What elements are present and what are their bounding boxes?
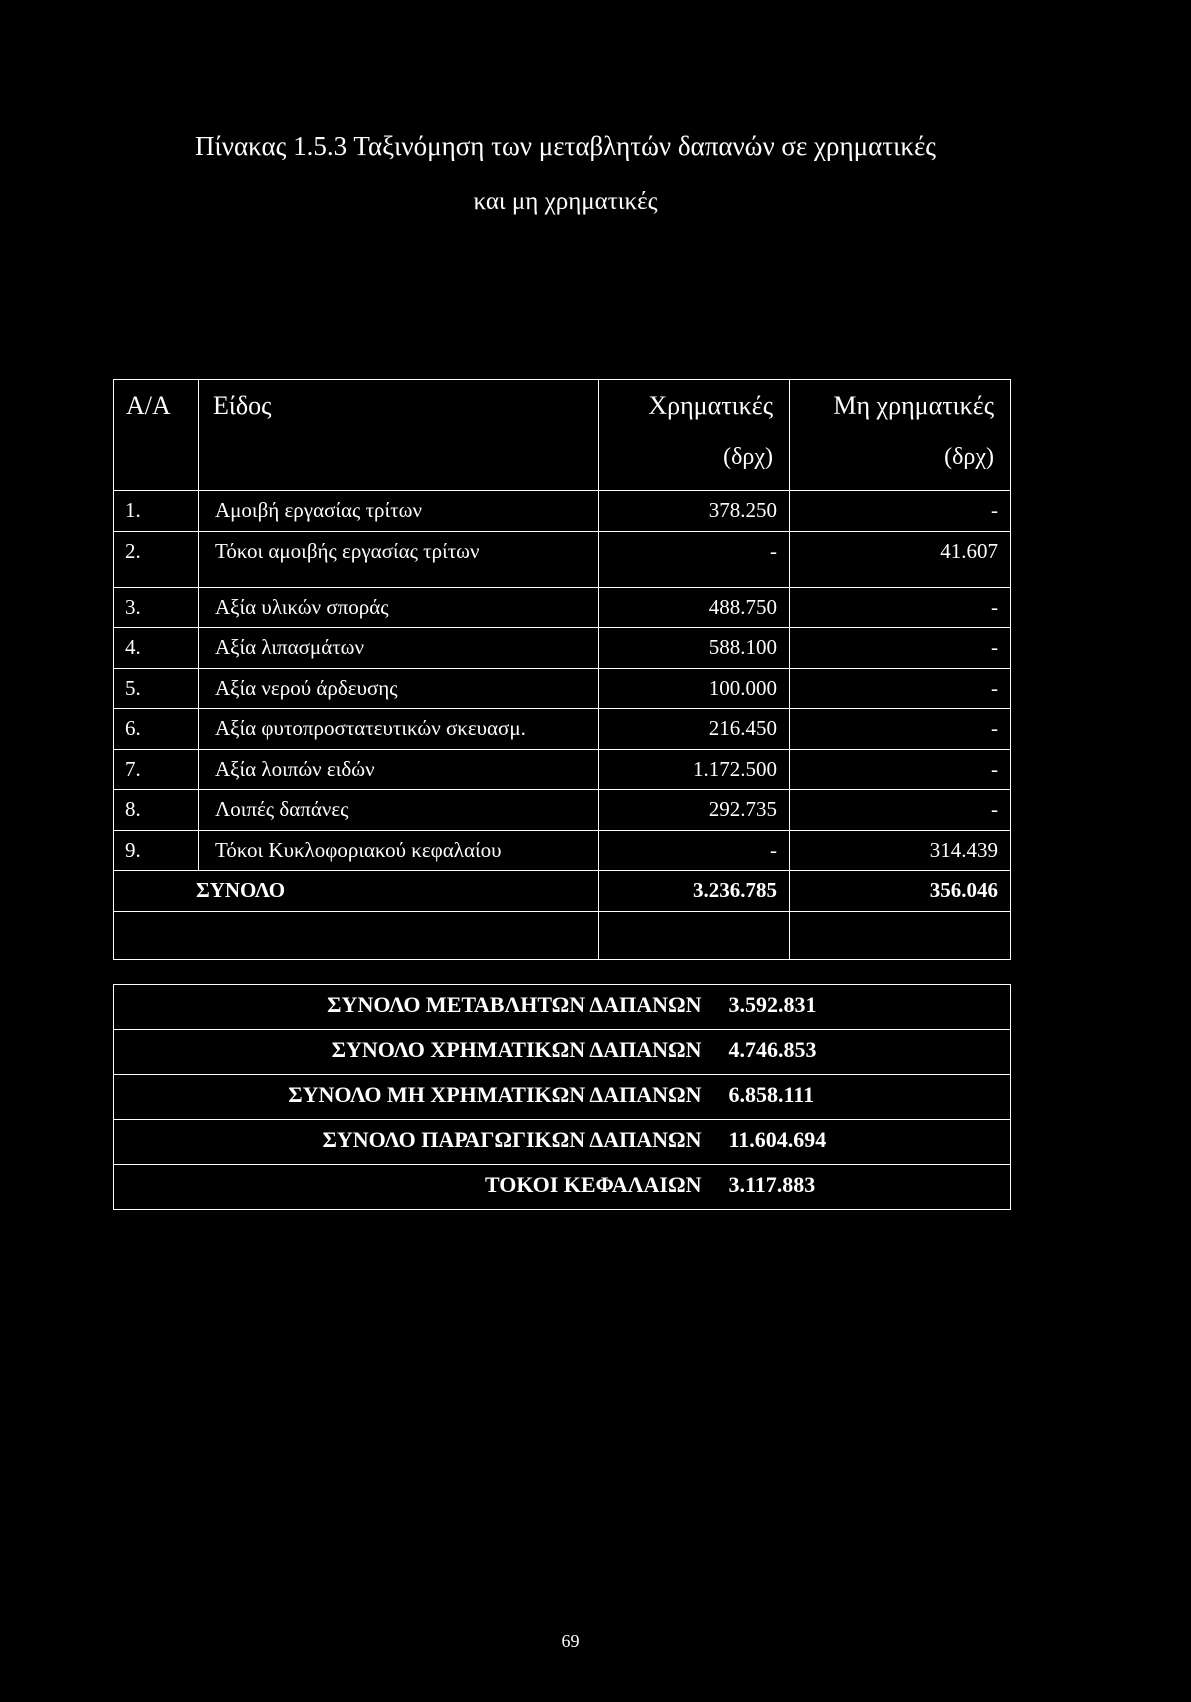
table-row: [114, 790, 1011, 831]
summary-row: [114, 1120, 1011, 1165]
total-nonmonetary: 356.046: [790, 871, 1011, 912]
row-kind: Αξία νερού άρδευσης: [199, 668, 599, 709]
summary-label: ΤΟΚΟΙ ΚΕΦΑΛΑΙΩΝ: [114, 1165, 724, 1210]
table-row: [114, 587, 1011, 628]
table-blank-row: [114, 911, 1011, 959]
row-nonmonetary: -: [790, 668, 1011, 709]
summary-label: ΣΥΝΟΛΟ ΜΗ ΧΡΗΜΑΤΙΚΩΝ ΔΑΠΑΝΩΝ: [114, 1075, 724, 1120]
header-nonmonetary: [790, 380, 1011, 491]
row-kind: Λοιπές δαπάνες: [199, 790, 599, 831]
summary-row: [114, 1165, 1011, 1210]
row-nonmonetary: -: [790, 709, 1011, 750]
row-kind: Αμοιβή εργασίας τρίτων: [199, 491, 599, 532]
total-monetary: 3.236.785: [599, 871, 790, 912]
header-nonmonetary-unit: (δρχ): [944, 444, 994, 470]
row-monetary: 216.450: [599, 709, 790, 750]
header-kind: Είδος: [199, 380, 599, 491]
summary-label: ΣΥΝΟΛΟ ΠΑΡΑΓΩΓΙΚΩΝ ΔΑΠΑΝΩΝ: [114, 1120, 724, 1165]
row-nonmonetary: -: [790, 587, 1011, 628]
row-kind: Τόκοι αμοιβής εργασίας τρίτων: [199, 531, 599, 587]
row-monetary: 488.750: [599, 587, 790, 628]
blank-cell: [790, 911, 1011, 959]
table-row: [114, 531, 1011, 587]
row-nonmonetary: -: [790, 749, 1011, 790]
blank-cell: [599, 911, 790, 959]
table-row: [114, 830, 1011, 871]
table-header-row: [114, 380, 1011, 491]
summary-label: ΣΥΝΟΛΟ ΜΕΤΑΒΛΗΤΩΝ ΔΑΠΑΝΩΝ: [114, 985, 724, 1030]
summary-value: 3.592.831: [724, 985, 1011, 1030]
row-monetary: -: [599, 830, 790, 871]
row-index: 5.: [114, 668, 199, 709]
row-monetary: 100.000: [599, 668, 790, 709]
row-nonmonetary: -: [790, 790, 1011, 831]
table-title: Πίνακας 1.5.3 Ταξινόμηση των μεταβλητών δαπανών σε χρηματικές: [195, 131, 936, 161]
row-monetary: 1.172.500: [599, 749, 790, 790]
row-monetary: 378.250: [599, 491, 790, 532]
table-total-row: [114, 871, 1011, 912]
row-nonmonetary: 41.607: [790, 531, 1011, 587]
total-label: ΣΥΝΟΛΟ: [114, 871, 599, 912]
table-row: [114, 749, 1011, 790]
table-row: [114, 668, 1011, 709]
row-index: 7.: [114, 749, 199, 790]
table-row: [114, 709, 1011, 750]
summary-value: 6.858.111: [724, 1075, 1011, 1120]
row-monetary: 588.100: [599, 628, 790, 669]
row-nonmonetary: 314.439: [790, 830, 1011, 871]
header-nonmonetary-label: Μη χρηματικές: [833, 391, 994, 420]
row-kind: Τόκοι Κυκλοφοριακού κεφαλαίου: [199, 830, 599, 871]
row-kind: Αξία λιπασμάτων: [199, 628, 599, 669]
summary-value: 11.604.694: [724, 1120, 1011, 1165]
row-kind: Αξία φυτοπροστατευτικών σκευασμ.: [199, 709, 599, 750]
row-index: 3.: [114, 587, 199, 628]
row-index: 1.: [114, 491, 199, 532]
table-row: [114, 491, 1011, 532]
header-monetary: [599, 380, 790, 491]
row-nonmonetary: -: [790, 628, 1011, 669]
summary-row: [114, 985, 1011, 1030]
summary-row: [114, 1075, 1011, 1120]
summary-value: 3.117.883: [724, 1165, 1011, 1210]
expenses-table: [113, 379, 1011, 960]
row-index: 9.: [114, 830, 199, 871]
row-index: 2.: [114, 531, 199, 587]
summary-table: [113, 984, 1011, 1210]
summary-label: ΣΥΝΟΛΟ ΧΡΗΜΑΤΙΚΩΝ ΔΑΠΑΝΩΝ: [114, 1030, 724, 1075]
blank-cell: [114, 911, 599, 959]
row-index: 6.: [114, 709, 199, 750]
summary-row: [114, 1030, 1011, 1075]
row-monetary: -: [599, 531, 790, 587]
table-row: [114, 628, 1011, 669]
page-number: 69: [561, 1631, 580, 1651]
row-index: 4.: [114, 628, 199, 669]
summary-value: 4.746.853: [724, 1030, 1011, 1075]
row-nonmonetary: -: [790, 491, 1011, 532]
table-title-continued: και μη χρηματικές: [473, 188, 658, 215]
row-index: 8.: [114, 790, 199, 831]
header-monetary-unit: (δρχ): [723, 444, 773, 470]
header-monetary-label: Χρηματικές: [648, 391, 773, 420]
row-monetary: 292.735: [599, 790, 790, 831]
header-index: Α/Α: [114, 380, 199, 491]
row-kind: Αξία λοιπών ειδών: [199, 749, 599, 790]
row-kind: Αξία υλικών σποράς: [199, 587, 599, 628]
